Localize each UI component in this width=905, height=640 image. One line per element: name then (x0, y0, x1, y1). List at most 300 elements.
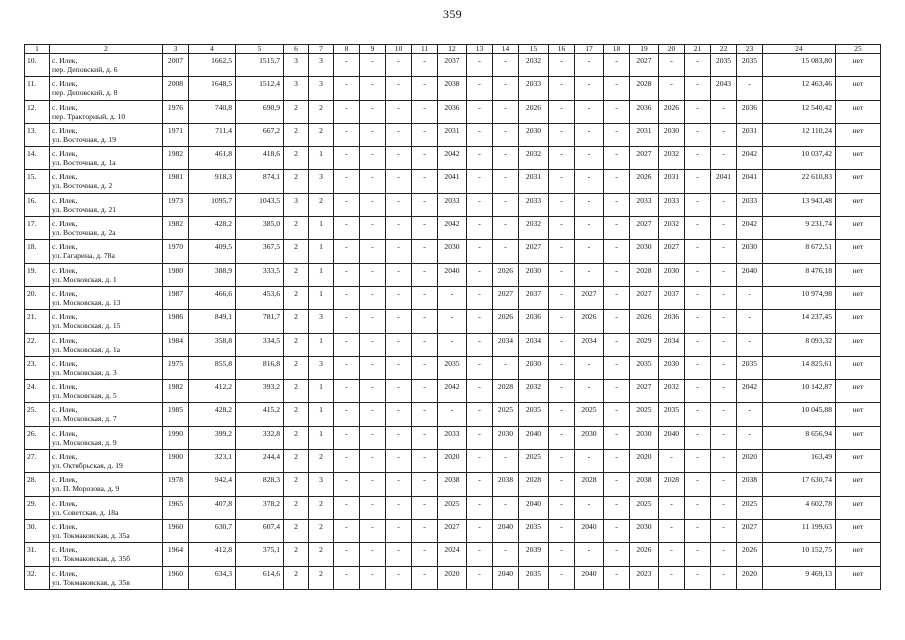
cell-col-3: 1984 (163, 333, 189, 356)
cell-col-17: 2027 (575, 286, 604, 309)
cell-col-12: - (438, 310, 467, 333)
cell-col-17: - (575, 496, 604, 519)
cell-col-18: - (604, 54, 630, 77)
address-locality: с. Илек, (52, 149, 78, 159)
cell-col-14: - (493, 450, 519, 473)
cell-col-25: нет (836, 123, 881, 146)
cell-col-10: - (386, 333, 412, 356)
cell-col-4: 428,2 (189, 217, 236, 240)
cell-col-17: 2030 (575, 426, 604, 449)
address-cell (50, 380, 163, 403)
address-locality: с. Илек, (52, 79, 78, 89)
cell-col-18: - (604, 217, 630, 240)
cell-col-18: - (604, 543, 630, 566)
cell-col-20: - (659, 496, 685, 519)
cell-col-21: - (685, 519, 711, 542)
cell-col-23: - (737, 286, 763, 309)
cell-col-6: 2 (284, 123, 309, 146)
cell-col-5: 367,5 (236, 240, 284, 263)
cell-col-17: - (575, 193, 604, 216)
cell-col-6: 2 (284, 403, 309, 426)
cell-col-15: 2032 (519, 380, 549, 403)
cell-col-7: 3 (309, 473, 334, 496)
cell-col-16: - (549, 473, 575, 496)
cell-col-24: 12 110,24 (763, 123, 836, 146)
cell-col-20: 2027 (659, 240, 685, 263)
cell-col-9: - (360, 310, 386, 333)
cell-col-18: - (604, 519, 630, 542)
cell-col-10: - (386, 356, 412, 379)
cell-col-3: 1965 (163, 496, 189, 519)
column-header: 23 (737, 45, 763, 54)
cell-col-21: - (685, 77, 711, 100)
cell-col-7: 1 (309, 217, 334, 240)
cell-col-14: - (493, 147, 519, 170)
cell-col-23: 2027 (737, 519, 763, 542)
cell-col-3: 1985 (163, 403, 189, 426)
cell-col-20: 2028 (659, 473, 685, 496)
cell-col-22: 2041 (711, 170, 737, 193)
table-row (25, 217, 881, 240)
cell-col-25: нет (836, 496, 881, 519)
row-number: 17. (25, 217, 50, 240)
row-number: 21. (25, 310, 50, 333)
cell-col-23: - (737, 310, 763, 333)
cell-col-7: 1 (309, 333, 334, 356)
cell-col-21: - (685, 450, 711, 473)
column-header: 15 (519, 45, 549, 54)
cell-col-13: - (467, 543, 493, 566)
address-locality: с. Илек, (52, 405, 78, 415)
cell-col-13: - (467, 519, 493, 542)
cell-col-14: - (493, 356, 519, 379)
address-street: ул. Восточная, д. 21 (52, 204, 117, 214)
cell-col-8: - (334, 310, 360, 333)
cell-col-23: - (737, 77, 763, 100)
cell-col-5: 378,2 (236, 496, 284, 519)
cell-col-25: нет (836, 193, 881, 216)
address-street: ул. Токмаковская, д. 35б (52, 554, 131, 564)
cell-col-7: 2 (309, 123, 334, 146)
row-number: 26. (25, 426, 50, 449)
cell-col-25: нет (836, 380, 881, 403)
cell-col-18: - (604, 333, 630, 356)
row-number: 29. (25, 496, 50, 519)
cell-col-9: - (360, 496, 386, 519)
column-header: 8 (334, 45, 360, 54)
address-locality: с. Илек, (52, 242, 78, 252)
cell-col-11: - (412, 100, 438, 123)
row-number: 27. (25, 450, 50, 473)
cell-col-4: 1095,7 (189, 193, 236, 216)
column-header: 14 (493, 45, 519, 54)
cell-col-15: 2034 (519, 333, 549, 356)
cell-col-19: 2030 (630, 519, 659, 542)
cell-col-21: - (685, 310, 711, 333)
cell-col-22: - (711, 543, 737, 566)
cell-col-16: - (549, 54, 575, 77)
row-number: 13. (25, 123, 50, 146)
cell-col-9: - (360, 380, 386, 403)
column-header: 5 (236, 45, 284, 54)
address-street: ул. Московская, д. 3 (52, 367, 117, 377)
cell-col-21: - (685, 380, 711, 403)
cell-col-23: 2035 (737, 54, 763, 77)
row-number: 28. (25, 473, 50, 496)
cell-col-20: - (659, 519, 685, 542)
cell-col-17: 2040 (575, 519, 604, 542)
cell-col-18: - (604, 286, 630, 309)
cell-col-24: 10 974,98 (763, 286, 836, 309)
row-number: 23. (25, 356, 50, 379)
cell-col-20: - (659, 450, 685, 473)
address-locality: с. Илек, (52, 56, 78, 65)
cell-col-4: 849,1 (189, 310, 236, 333)
cell-col-16: - (549, 147, 575, 170)
cell-col-21: - (685, 543, 711, 566)
cell-col-15: 2032 (519, 217, 549, 240)
cell-col-5: 607,4 (236, 519, 284, 542)
cell-col-25: нет (836, 519, 881, 542)
address-street: ул. Восточная, д. 19 (52, 134, 117, 144)
column-header: 18 (604, 45, 630, 54)
cell-col-18: - (604, 123, 630, 146)
column-header: 4 (189, 45, 236, 54)
housing-table (24, 44, 881, 590)
cell-col-19: 2030 (630, 426, 659, 449)
cell-col-10: - (386, 496, 412, 519)
cell-col-12: 2042 (438, 217, 467, 240)
column-header: 21 (685, 45, 711, 54)
table-row (25, 543, 881, 566)
cell-col-10: - (386, 310, 412, 333)
cell-col-13: - (467, 217, 493, 240)
cell-col-22: - (711, 217, 737, 240)
table-row (25, 473, 881, 496)
column-header: 20 (659, 45, 685, 54)
cell-col-10: - (386, 426, 412, 449)
address-cell (50, 217, 163, 240)
cell-col-14: 2040 (493, 519, 519, 542)
cell-col-19: 2036 (630, 100, 659, 123)
cell-col-13: - (467, 193, 493, 216)
cell-col-5: 393,2 (236, 380, 284, 403)
row-number: 31. (25, 543, 50, 566)
cell-col-11: - (412, 356, 438, 379)
cell-col-20: 2040 (659, 426, 685, 449)
address-locality: с. Илек, (52, 568, 78, 578)
cell-col-4: 409,5 (189, 240, 236, 263)
cell-col-15: 2035 (519, 519, 549, 542)
cell-col-7: 2 (309, 566, 334, 589)
cell-col-16: - (549, 519, 575, 542)
cell-col-21: - (685, 286, 711, 309)
cell-col-17: 2025 (575, 403, 604, 426)
address-street: ул. Токмаковская, д. 35а (52, 530, 130, 540)
cell-col-17: - (575, 217, 604, 240)
cell-col-12: - (438, 403, 467, 426)
cell-col-10: - (386, 100, 412, 123)
cell-col-24: 10 037,42 (763, 147, 836, 170)
cell-col-3: 1976 (163, 100, 189, 123)
cell-col-18: - (604, 473, 630, 496)
cell-col-4: 428,2 (189, 403, 236, 426)
cell-col-4: 855,8 (189, 356, 236, 379)
cell-col-23: 2042 (737, 217, 763, 240)
address-street: ул. Советская, д. 18а (52, 507, 119, 517)
cell-col-11: - (412, 380, 438, 403)
address-locality: с. Илек, (52, 521, 78, 531)
cell-col-20: - (659, 77, 685, 100)
cell-col-16: - (549, 403, 575, 426)
cell-col-23: 2025 (737, 496, 763, 519)
cell-col-9: - (360, 286, 386, 309)
column-header: 11 (412, 45, 438, 54)
cell-col-11: - (412, 450, 438, 473)
cell-col-14: 2040 (493, 566, 519, 589)
column-header: 13 (467, 45, 493, 54)
cell-col-23: 2033 (737, 193, 763, 216)
cell-col-11: - (412, 217, 438, 240)
address-locality: с. Илек, (52, 452, 78, 462)
cell-col-8: - (334, 54, 360, 77)
cell-col-19: 2027 (630, 54, 659, 77)
cell-col-10: - (386, 147, 412, 170)
cell-col-9: - (360, 450, 386, 473)
table-row (25, 263, 881, 286)
cell-col-15: 2026 (519, 100, 549, 123)
cell-col-13: - (467, 426, 493, 449)
cell-col-18: - (604, 566, 630, 589)
cell-col-13: - (467, 356, 493, 379)
cell-col-20: 2037 (659, 286, 685, 309)
cell-col-23: 2041 (737, 170, 763, 193)
cell-col-3: 1970 (163, 240, 189, 263)
cell-col-4: 630,7 (189, 519, 236, 542)
cell-col-12: 2037 (438, 54, 467, 77)
page-number: 359 (443, 7, 462, 21)
cell-col-22: - (711, 310, 737, 333)
cell-col-17: - (575, 147, 604, 170)
cell-col-14: 2028 (493, 380, 519, 403)
cell-col-12: 2040 (438, 263, 467, 286)
table-row (25, 286, 881, 309)
cell-col-25: нет (836, 240, 881, 263)
cell-col-23: 2020 (737, 450, 763, 473)
address-street: пер. Деповский, д. 6 (52, 65, 118, 74)
table-row (25, 147, 881, 170)
cell-col-13: - (467, 240, 493, 263)
cell-col-6: 2 (284, 147, 309, 170)
cell-col-18: - (604, 426, 630, 449)
cell-col-7: 1 (309, 263, 334, 286)
cell-col-19: 2026 (630, 310, 659, 333)
cell-col-21: - (685, 54, 711, 77)
cell-col-17: 2034 (575, 333, 604, 356)
cell-col-3: 1960 (163, 519, 189, 542)
cell-col-24: 12 463,46 (763, 77, 836, 100)
cell-col-25: нет (836, 147, 881, 170)
address-locality: с. Илек, (52, 195, 78, 205)
cell-col-20: 2032 (659, 380, 685, 403)
cell-col-13: - (467, 473, 493, 496)
cell-col-8: - (334, 286, 360, 309)
cell-col-17: 2028 (575, 473, 604, 496)
address-cell (50, 333, 163, 356)
table-body (25, 54, 881, 590)
cell-col-13: - (467, 263, 493, 286)
cell-col-11: - (412, 333, 438, 356)
cell-col-21: - (685, 403, 711, 426)
address-cell (50, 54, 163, 77)
cell-col-11: - (412, 403, 438, 426)
cell-col-18: - (604, 147, 630, 170)
cell-col-18: - (604, 170, 630, 193)
table-row (25, 77, 881, 100)
cell-col-12: - (438, 286, 467, 309)
cell-col-7: 3 (309, 54, 334, 77)
cell-col-17: - (575, 54, 604, 77)
cell-col-11: - (412, 77, 438, 100)
cell-col-25: нет (836, 170, 881, 193)
cell-col-15: 2039 (519, 543, 549, 566)
column-header: 3 (163, 45, 189, 54)
column-header: 10 (386, 45, 412, 54)
cell-col-21: - (685, 147, 711, 170)
cell-col-22: - (711, 240, 737, 263)
cell-col-3: 1982 (163, 380, 189, 403)
cell-col-7: 3 (309, 356, 334, 379)
table-row (25, 426, 881, 449)
cell-col-24: 15 083,80 (763, 54, 836, 77)
cell-col-16: - (549, 543, 575, 566)
address-cell (50, 426, 163, 449)
cell-col-18: - (604, 263, 630, 286)
cell-col-10: - (386, 543, 412, 566)
cell-col-13: - (467, 566, 493, 589)
cell-col-3: 1987 (163, 286, 189, 309)
cell-col-13: - (467, 286, 493, 309)
cell-col-10: - (386, 193, 412, 216)
cell-col-11: - (412, 54, 438, 77)
cell-col-16: - (549, 77, 575, 100)
cell-col-7: 2 (309, 519, 334, 542)
cell-col-22: - (711, 403, 737, 426)
table-row (25, 450, 881, 473)
cell-col-20: 2030 (659, 123, 685, 146)
cell-col-9: - (360, 193, 386, 216)
cell-col-21: - (685, 566, 711, 589)
cell-col-8: - (334, 519, 360, 542)
cell-col-4: 466,6 (189, 286, 236, 309)
cell-col-6: 2 (284, 496, 309, 519)
cell-col-18: - (604, 310, 630, 333)
column-header: 17 (575, 45, 604, 54)
cell-col-3: 1986 (163, 310, 189, 333)
cell-col-14: 2026 (493, 310, 519, 333)
cell-col-3: 1982 (163, 217, 189, 240)
cell-col-20: 2032 (659, 147, 685, 170)
cell-col-6: 2 (284, 333, 309, 356)
cell-col-22: - (711, 263, 737, 286)
cell-col-24: 22 610,83 (763, 170, 836, 193)
cell-col-10: - (386, 77, 412, 100)
cell-col-21: - (685, 193, 711, 216)
cell-col-6: 2 (284, 356, 309, 379)
cell-col-11: - (412, 286, 438, 309)
address-street: ул. Московская, д. 9 (52, 437, 117, 447)
cell-col-6: 3 (284, 77, 309, 100)
cell-col-24: 163,49 (763, 450, 836, 473)
cell-col-16: - (549, 380, 575, 403)
cell-col-16: - (549, 450, 575, 473)
cell-col-17: - (575, 170, 604, 193)
cell-col-19: 2025 (630, 496, 659, 519)
cell-col-20: 2034 (659, 333, 685, 356)
cell-col-22: - (711, 147, 737, 170)
cell-col-14: - (493, 217, 519, 240)
cell-col-15: 2037 (519, 286, 549, 309)
cell-col-3: 1960 (163, 566, 189, 589)
table-row (25, 496, 881, 519)
cell-col-5: 375,1 (236, 543, 284, 566)
cell-col-8: - (334, 170, 360, 193)
cell-col-20: 2032 (659, 217, 685, 240)
table-row (25, 170, 881, 193)
cell-col-6: 2 (284, 473, 309, 496)
cell-col-5: 385,0 (236, 217, 284, 240)
cell-col-14: - (493, 496, 519, 519)
cell-col-3: 1982 (163, 147, 189, 170)
cell-col-12: 2042 (438, 380, 467, 403)
cell-col-9: - (360, 566, 386, 589)
cell-col-4: 942,4 (189, 473, 236, 496)
table-row (25, 310, 881, 333)
cell-col-16: - (549, 217, 575, 240)
cell-col-8: - (334, 77, 360, 100)
cell-col-24: 9 469,13 (763, 566, 836, 589)
address-street: ул. П. Морозова, д. 9 (52, 484, 120, 494)
cell-col-9: - (360, 54, 386, 77)
cell-col-15: 2030 (519, 356, 549, 379)
cell-col-4: 407,8 (189, 496, 236, 519)
cell-col-5: 1043,5 (236, 193, 284, 216)
cell-col-6: 2 (284, 240, 309, 263)
cell-col-13: - (467, 333, 493, 356)
cell-col-24: 8 093,32 (763, 333, 836, 356)
cell-col-16: - (549, 426, 575, 449)
cell-col-11: - (412, 426, 438, 449)
address-locality: с. Илек, (52, 475, 78, 485)
address-street: ул. Токмаковская, д. 35в (52, 577, 130, 587)
cell-col-4: 1648,5 (189, 77, 236, 100)
cell-col-11: - (412, 310, 438, 333)
cell-col-12: 2020 (438, 566, 467, 589)
cell-col-14: - (493, 123, 519, 146)
cell-col-16: - (549, 333, 575, 356)
cell-col-19: 2029 (630, 333, 659, 356)
cell-col-6: 2 (284, 263, 309, 286)
cell-col-9: - (360, 403, 386, 426)
cell-col-12: 2035 (438, 356, 467, 379)
cell-col-8: - (334, 240, 360, 263)
cell-col-15: 2032 (519, 147, 549, 170)
cell-col-8: - (334, 263, 360, 286)
cell-col-19: 2027 (630, 380, 659, 403)
row-number: 14. (25, 147, 50, 170)
cell-col-11: - (412, 496, 438, 519)
cell-col-12: 2020 (438, 450, 467, 473)
